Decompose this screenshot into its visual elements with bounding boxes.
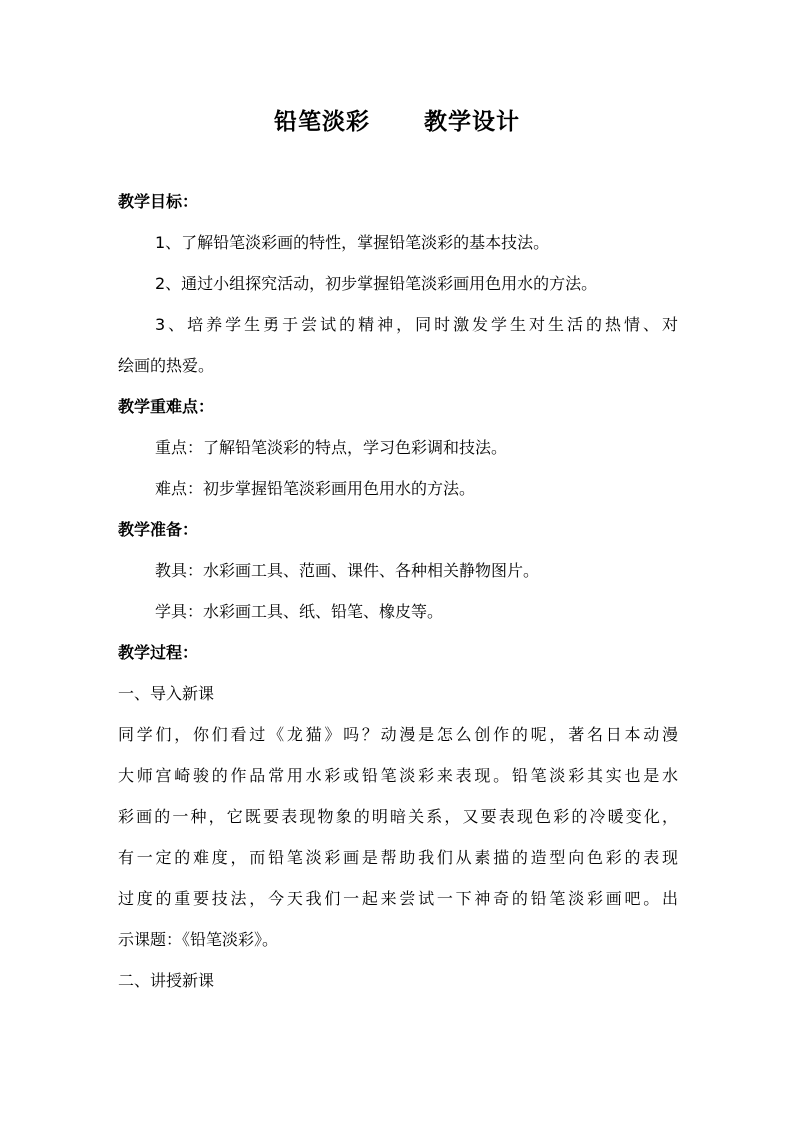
preparation-heading: 教学准备： <box>118 520 199 539</box>
objectives-heading: 教学目标： <box>118 192 199 211</box>
objective-item-3-continued: 绘画的热爱。 <box>118 356 215 375</box>
process-heading: 教学过程： <box>118 643 199 662</box>
intro-paragraph-line: 有一定的难度，而铅笔淡彩画是帮助我们从素描的造型向色彩的表现 <box>118 848 678 867</box>
teacher-materials: 教具：水彩画工具、范画、课件、各种相关静物图片。 <box>155 561 540 580</box>
intro-paragraph-line: 过度的重要技法，今天我们一起来尝试一下神奇的铅笔淡彩画吧。出 <box>118 889 678 908</box>
section-1-title: 一、导入新课 <box>118 684 215 703</box>
key-point-text: 重点：了解铅笔淡彩的特点，学习色彩调和技法。 <box>155 438 508 457</box>
key-points-heading: 教学重难点： <box>118 397 215 416</box>
intro-paragraph-line: 彩画的一种，它既要表现物象的明暗关系，又要表现色彩的冷暖变化， <box>118 807 678 826</box>
objective-item-2: 2、通过小组探究活动，初步掌握铅笔淡彩画用色用水的方法。 <box>155 274 598 293</box>
intro-paragraph-line: 同学们，你们看过《龙猫》吗？动漫是怎么创作的呢，著名日本动漫 <box>118 725 678 744</box>
section-2-title: 二、讲授新课 <box>118 971 215 990</box>
difficult-point-text: 难点：初步掌握铅笔淡彩画用色用水的方法。 <box>155 479 476 498</box>
page-title: 铅笔淡彩 教学设计 <box>273 109 521 135</box>
intro-paragraph-line: 大师宫崎骏的作品常用水彩或铅笔淡彩来表现。铅笔淡彩其实也是水 <box>118 766 678 785</box>
objective-item-1: 1、了解铅笔淡彩画的特性，掌握铅笔淡彩的基本技法。 <box>155 233 550 252</box>
intro-paragraph-line: 示课题：《铅笔淡彩》。 <box>118 930 279 949</box>
student-materials: 学具：水彩画工具、纸、铅笔、橡皮等。 <box>155 602 444 621</box>
document-body <box>118 181 678 1001</box>
objective-item-3: 3、培养学生勇于尝试的精神，同时激发学生对生活的热情、对 <box>155 315 678 334</box>
